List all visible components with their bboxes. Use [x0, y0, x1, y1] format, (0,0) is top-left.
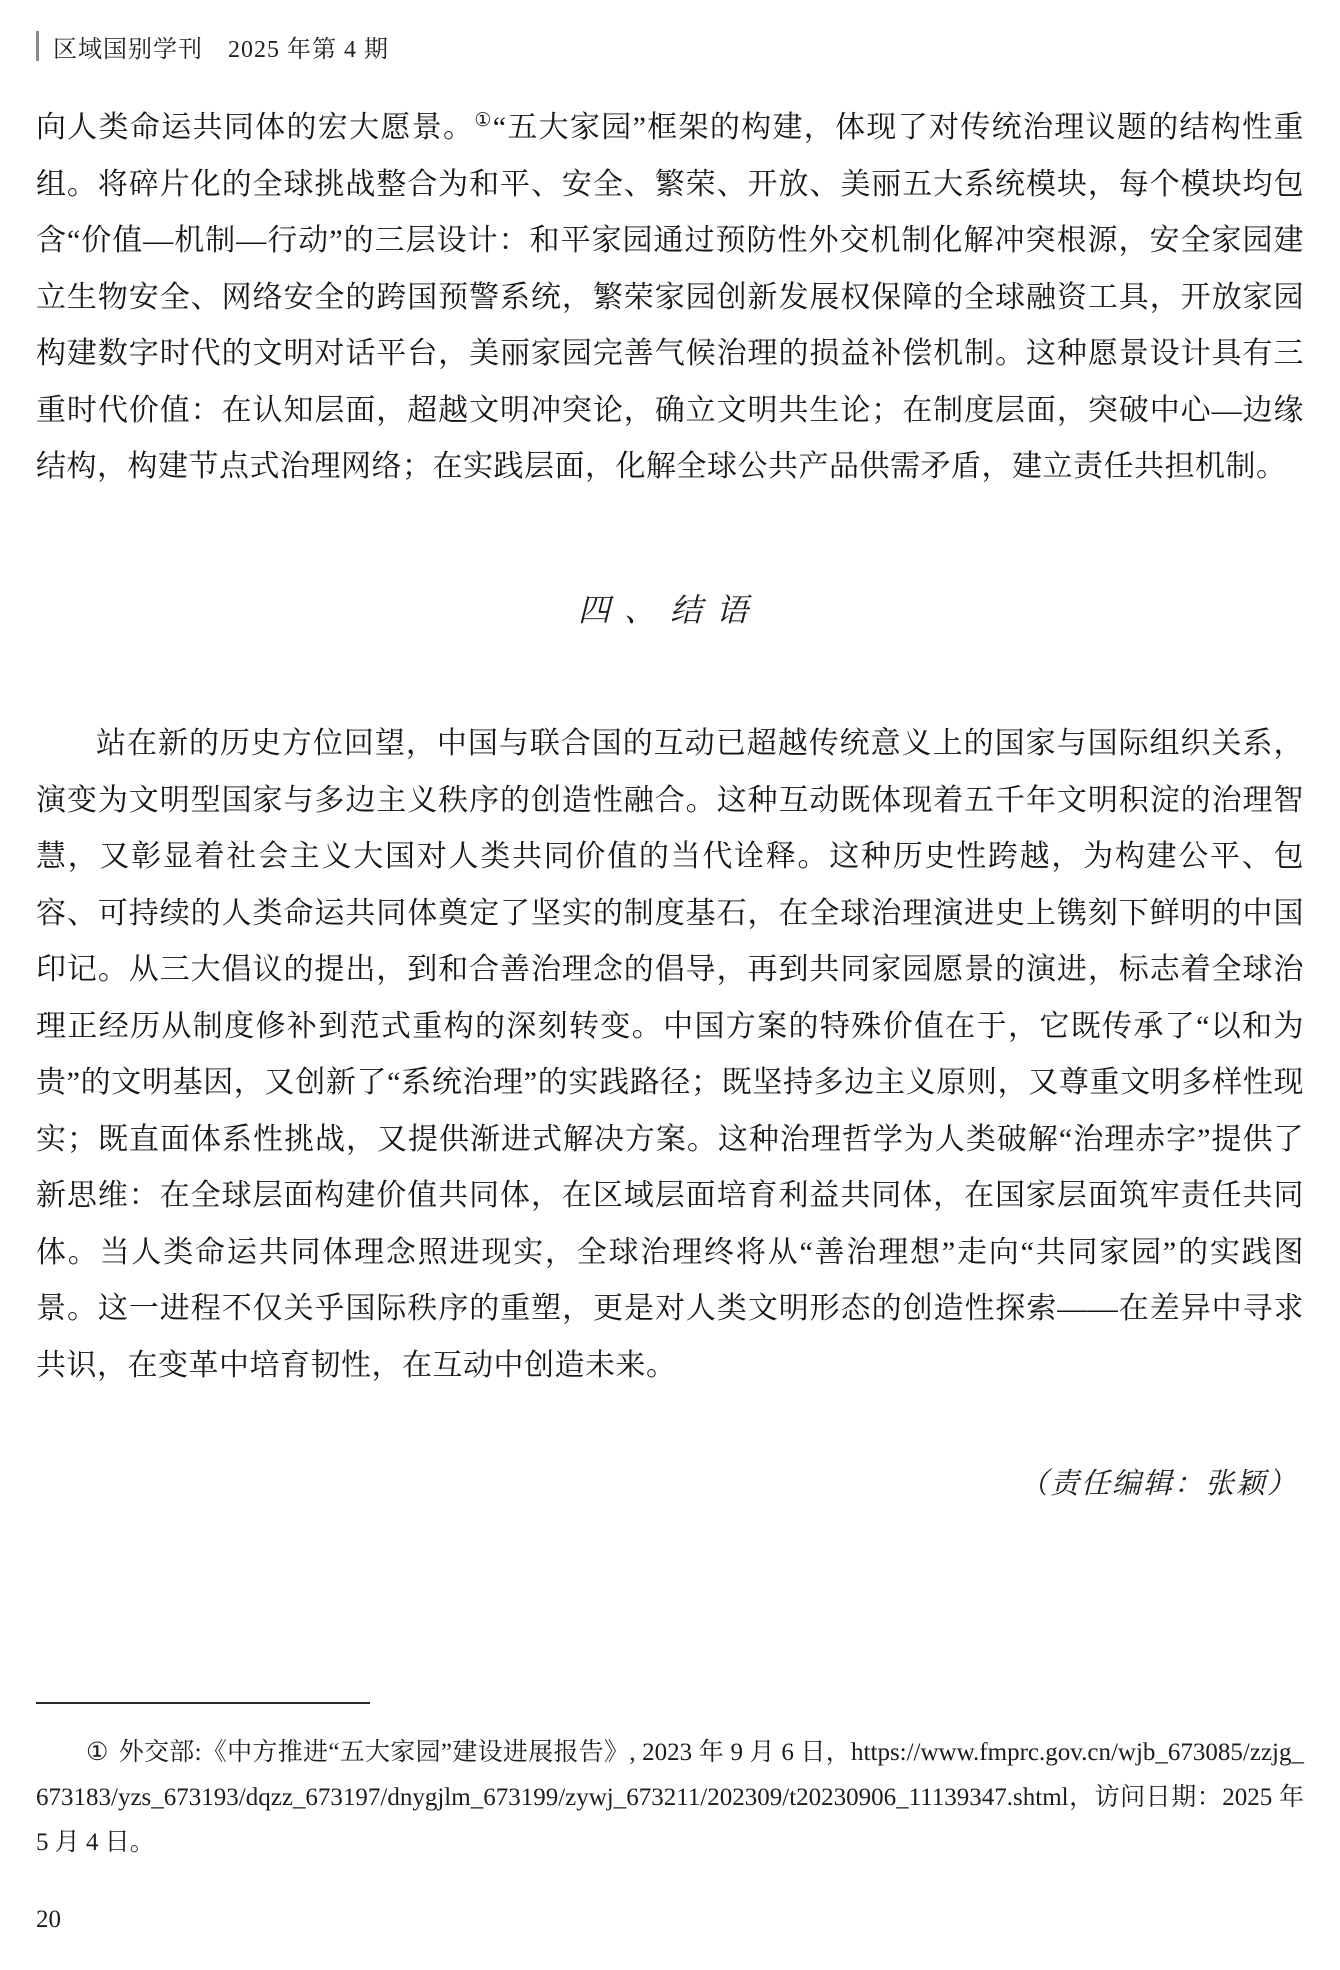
- responsible-editor-credit: （责任编辑：张颖）: [1018, 1468, 1298, 1500]
- paragraph-1-lead: 向人类命运共同体的宏大愿景。: [36, 111, 475, 144]
- footnote-reference-marker: ①: [474, 110, 493, 131]
- footnote-number: ①: [86, 1739, 109, 1766]
- running-header: [36, 28, 1304, 64]
- section-heading-conclusion: 四、结语: [577, 591, 762, 628]
- journal-title-issue: 区域国别学刊 2025 年第 4 期: [53, 36, 389, 63]
- header-rule-bar: [36, 31, 39, 61]
- footnote-section: [36, 1702, 1304, 1865]
- paragraph-continuation: [36, 100, 1304, 496]
- footnote-item: [36, 1730, 1304, 1865]
- paragraph-conclusion: 站在新的历史方位回望，中国与联合国的互动已超越传统意义上的国家与国际组织关系，演变为文明型国家与多边主义秩序的创造性融合。这种互动既体现着五千年文明积淀的治理智慧，又彰显着社会主义大国对人类共同价值的当代诠释。这种历史性跨越，为构建公平、包容、可持续的人类命运共同体奠定了坚实的制度基石，在全球治理演进史上镌刻下鲜明的中国印记。从三大倡议的提出，到和合善治理念的倡导，再到共同家园愿景的演进，标志着全球治理正经历从制度修补到范式重构的深刻转变。中国方案的特殊价值在于，它既传承了“以和为贵”的文明基因，又创新了“系统治理”的实践路径；既坚持多边主义原则，又尊重文明多样性现实；既直面体系性挑战，又提供渐进式解决方案。这种治理哲学为人类破解“治理赤字”提供了新思维：在全球层面构建价值共同体，在区域层面培育利益共同体，在国家层面筑牢责任共同体。当人类命运共同体理念照进现实，全球治理终将从“善治理想”走向“共同家园”的实践图景。这一进程不仅关乎国际秩序的重塑，更是对人类文明形态的创造性探索——在差异中寻求共识，在变革中培育韧性，在互动中创造未来。: [36, 727, 1304, 1382]
- article-body: [36, 100, 1304, 1513]
- footnote-citation-text: 外交部:《中方推进“五大家园”建设进展报告》, 2023 年 9 月 6 日，https://www.fmprc.gov.cn/wjb_673085/zzjg_673183/yzs_673193/dqzz_673197/dnygjlm_673199/zywj_673211/202309/t20230906_11139347.shtml，访问日期：2025 年 5 月 4 日。: [36, 1739, 1304, 1856]
- footnote-separator-rule: [36, 1702, 370, 1704]
- page-number: 20: [36, 1906, 61, 1933]
- paragraph-1-text: “五大家园”框架的构建，体现了对传统治理议题的结构性重组。将碎片化的全球挑战整合为和平、安全、繁荣、开放、美丽五大系统模块，每个模块均包含“价值—机制—行动”的三层设计：和平家园通过预防性外交机制化解冲突根源，安全家园建立生物安全、网络安全的跨国预警系统，繁荣家园创新发展权保障的全球融资工具，开放家园构建数字时代的文明对话平台，美丽家园完善气候治理的损益补偿机制。这种愿景设计具有三重时代价值：在认知层面，超越文明冲突论，确立文明共生论；在制度层面，突破中心—边缘结构，构建节点式治理网络；在实践层面，化解全球公共产品供需矛盾，建立责任共担机制。: [36, 111, 1304, 483]
